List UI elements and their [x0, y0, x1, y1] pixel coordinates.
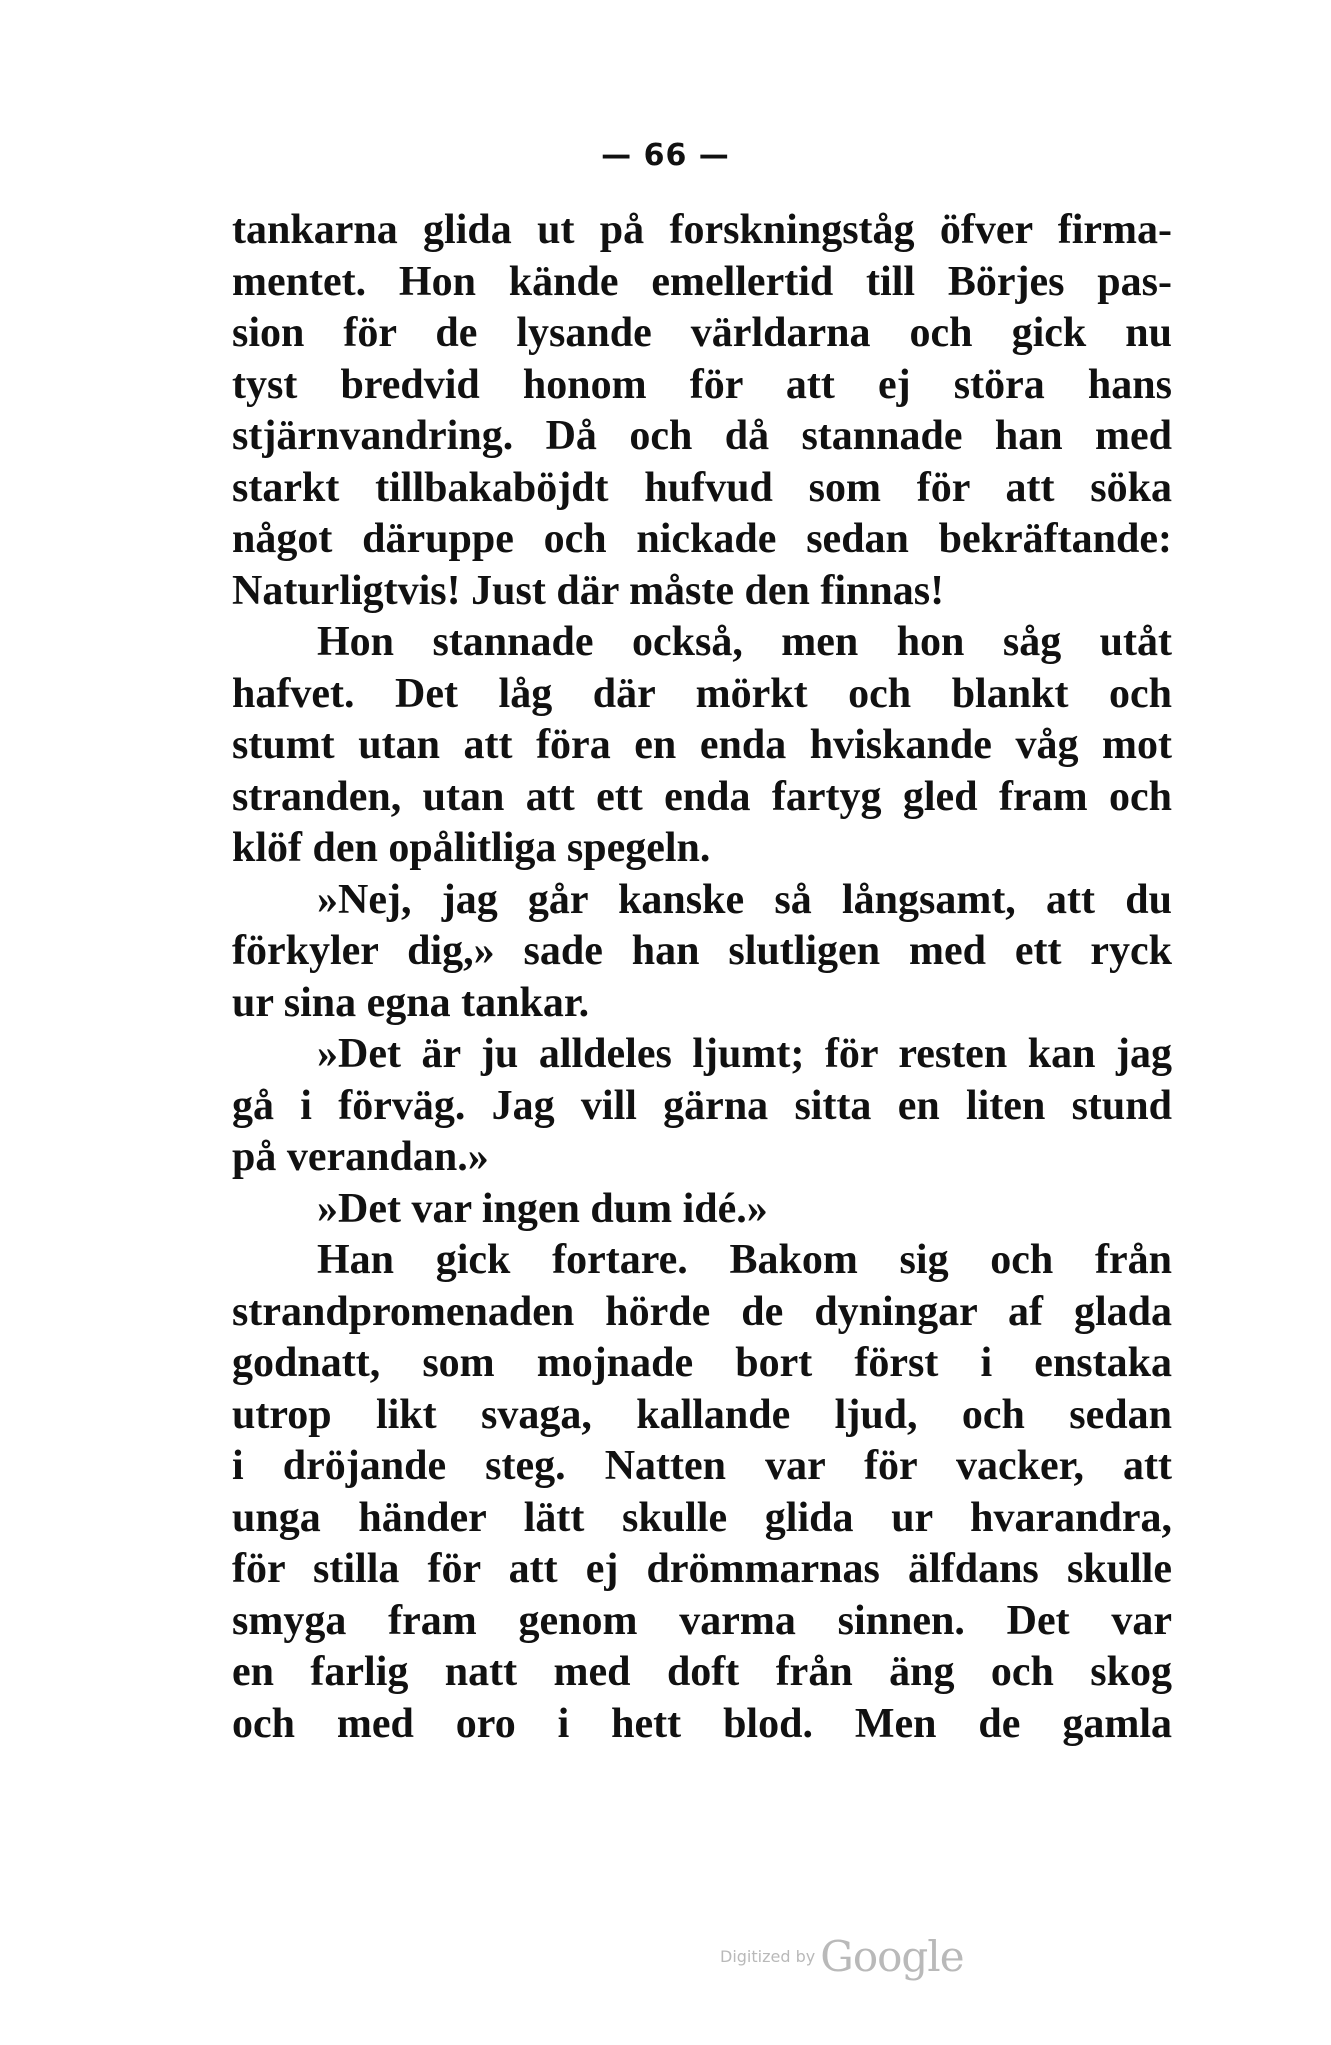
- text-line: gå i förväg. Jag vill gärna sitta en liten stund: [232, 1082, 1172, 1129]
- text-line: hafvet. Det låg där mörkt och blankt och: [232, 670, 1172, 717]
- digitization-watermark: [720, 1932, 1020, 1982]
- text-line: Naturligtvis! Just där måste den finnas!: [232, 567, 945, 614]
- text-line: stumt utan att föra en enda hviskande våg mot: [232, 722, 1172, 768]
- text-line: godnatt, som mojnade bort först i enstaka: [232, 1340, 1172, 1386]
- text-line: stjärnvandring. Då och då stannade han med: [232, 413, 1172, 459]
- body-text: [232, 205, 1172, 1750]
- text-line: tyst bredvid honom för att ej störa hans: [232, 361, 1172, 408]
- text-line: förkyler dig,» sade han slutligen med ett ryck: [232, 928, 1172, 974]
- page-number: — 66 —: [601, 138, 730, 173]
- text-line: för stilla för att ej drömmarnas älfdans skulle: [232, 1546, 1172, 1592]
- text-line: och med oro i hett blod. Men de gamla: [232, 1700, 1172, 1747]
- text-line: starkt tillbakaböjdt hufvud som för att söka: [232, 464, 1172, 511]
- text-line: på verandan.»: [232, 1134, 489, 1180]
- text-line: utrop likt svaga, kallande ljud, och sedan: [232, 1391, 1172, 1438]
- text-line: ur sina egna tankar.: [232, 979, 590, 1026]
- text-line: något däruppe och nickade sedan bekräftande:: [232, 516, 1172, 562]
- text-line: »Nej, jag går kanske så långsamt, att du: [317, 876, 1172, 923]
- text-line: strandpromenaden hörde de dyningar af glada: [232, 1288, 1172, 1335]
- google-logo-text: Google: [820, 1932, 964, 1981]
- text-line: stranden, utan att ett enda fartyg gled fram och: [232, 773, 1172, 820]
- text-line: mentet. Hon kände emellertid till Börjes pas-: [232, 258, 1172, 305]
- text-line: tankarna glida ut på forskningståg öfver firma-: [232, 207, 1172, 253]
- text-line: sion för de lysande världarna och gick nu: [232, 310, 1172, 356]
- text-line: en farlig natt med doft från äng och skog: [232, 1649, 1172, 1695]
- text-line: klöf den opålitliga spegeln.: [232, 825, 711, 871]
- text-line: »Det är ju alldeles ljumt; för resten kan jag: [317, 1031, 1172, 1077]
- text-line: unga händer lätt skulle glida ur hvarandra,: [232, 1494, 1172, 1541]
- text-line: Hon stannade också, men hon såg utåt: [317, 619, 1172, 665]
- text-line: smyga fram genom varma sinnen. Det var: [232, 1597, 1172, 1644]
- digitized-label: Digitized by: [720, 1947, 816, 1966]
- text-line: »Det var ingen dum idé.»: [317, 1185, 768, 1232]
- text-line: i dröjande steg. Natten var för vacker, att: [232, 1443, 1172, 1489]
- text-line: Han gick fortare. Bakom sig och från: [317, 1237, 1172, 1283]
